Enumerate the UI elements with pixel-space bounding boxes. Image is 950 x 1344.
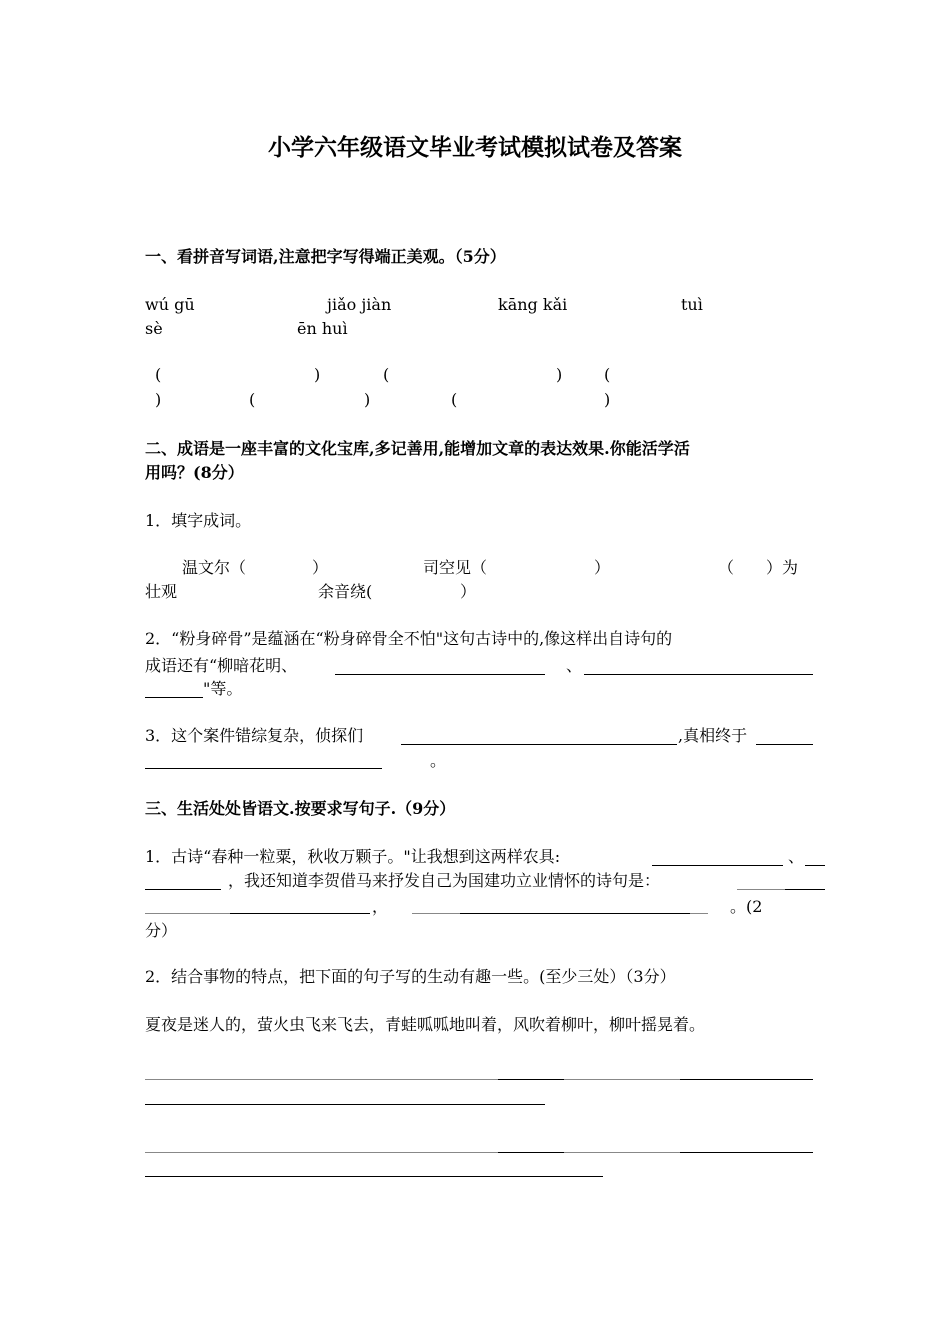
idiom-3-start: （	[718, 558, 735, 577]
answer-paren-open-3: (	[604, 365, 611, 384]
writing-line	[145, 1104, 545, 1105]
writing-line	[564, 1152, 680, 1153]
answer-blank	[652, 865, 783, 866]
answer-blank	[145, 768, 382, 769]
answer-blank	[460, 913, 690, 914]
writing-line	[498, 1079, 564, 1080]
question-3-1-e: 。(2	[730, 897, 763, 916]
pinyin-5: sè	[145, 319, 163, 338]
idiom-2-end: ）	[594, 558, 611, 577]
question-2-2-line-2-b: 、	[566, 656, 583, 675]
question-3-2-sentence: 夏夜是迷人的，萤火虫飞来飞去，青蛙呱呱地叫着，风吹着柳叶，柳叶摇晃着。	[145, 1015, 706, 1034]
question-3-1-b: 、	[788, 847, 805, 866]
question-3-1-a: 1．古诗“春种一粒粟，秋收万颗子。"让我想到这两样农具:	[145, 847, 561, 866]
answer-blank	[230, 913, 370, 914]
question-3-1-d: ，	[372, 897, 389, 916]
answer-paren-open-5: (	[451, 390, 458, 409]
question-3-1-c: ，我还知道李贺借马来抒发自己为国建功立业情怀的诗句是：	[228, 871, 661, 890]
idiom-4-end: ）	[460, 582, 477, 601]
section-1-heading: 一、看拼音写词语,注意把字写得端正美观。（5分）	[145, 247, 506, 266]
answer-blank	[145, 913, 230, 914]
idiom-2-start: 司空见（	[423, 558, 488, 577]
answer-blank	[584, 674, 813, 675]
question-2-3-a: 3．这个案件错综复杂，侦探们	[145, 726, 364, 745]
pinyin-1: wú gū	[145, 295, 195, 314]
answer-blank	[805, 865, 825, 866]
question-2-1-label: 1．填字成词。	[145, 511, 252, 530]
idiom-3-end: ）为	[766, 558, 799, 577]
idiom-4-start: 余音绕(	[318, 582, 373, 601]
idiom-3-tail: 壮观	[145, 582, 178, 601]
writing-line	[145, 1079, 498, 1080]
answer-blank	[690, 913, 708, 914]
idiom-1-end: ）	[312, 558, 329, 577]
answer-blank	[412, 913, 460, 914]
answer-blank	[145, 889, 221, 890]
pinyin-2: jiǎo jiàn	[327, 295, 392, 314]
answer-paren-close-5: )	[604, 390, 611, 409]
answer-blank	[737, 889, 785, 890]
section-2-heading-line-1: 二、成语是一座丰富的文化宝库,多记善用,能增加文章的表达效果.你能活学活	[145, 439, 690, 458]
answer-paren-open-1: (	[155, 365, 162, 384]
page-title: 小学六年级语文毕业考试模拟试卷及答案	[268, 134, 682, 161]
pinyin-6: ēn huì	[297, 319, 348, 338]
answer-blank	[756, 744, 813, 745]
question-2-3-b: ,真相终于	[678, 726, 748, 745]
writing-line	[680, 1152, 813, 1153]
writing-line	[145, 1176, 603, 1177]
idiom-1-start: 温文尔（	[182, 558, 247, 577]
question-3-1-f: 分）	[145, 921, 178, 940]
section-2-heading-line-2: 用吗？(8分）	[145, 463, 244, 482]
answer-paren-close-4: )	[364, 390, 371, 409]
answer-blank	[145, 697, 203, 698]
question-2-2-line-1: 2．“粉身碎骨”是蕴涵在“粉身碎骨全不怕"这句古诗中的,像这样出自诗句的	[145, 629, 673, 648]
answer-blank	[401, 744, 677, 745]
section-3-heading: 三、生活处处皆语文.按要求写句子.（9分）	[145, 799, 456, 818]
pinyin-3: kāng kǎi	[498, 295, 568, 314]
answer-paren-open-2: (	[383, 365, 390, 384]
pinyin-4: tuì	[681, 295, 703, 314]
writing-line	[680, 1079, 813, 1080]
answer-paren-close-2: )	[556, 365, 563, 384]
writing-line	[564, 1079, 680, 1080]
answer-paren-open-4: (	[249, 390, 256, 409]
question-2-2-line-3: "等。	[203, 679, 243, 698]
answer-blank	[785, 889, 825, 890]
question-2-2-line-2-a: 成语还有“柳暗花明、	[145, 656, 298, 675]
writing-line	[498, 1152, 564, 1153]
question-2-3-end: 。	[430, 751, 447, 770]
answer-paren-close-1: )	[314, 365, 321, 384]
answer-paren-close-3: )	[155, 390, 162, 409]
answer-blank	[335, 674, 545, 675]
question-3-2-label: 2．结合事物的特点，把下面的句子写的生动有趣一些。(至少三处）（3分）	[145, 967, 676, 986]
writing-line	[145, 1152, 498, 1153]
